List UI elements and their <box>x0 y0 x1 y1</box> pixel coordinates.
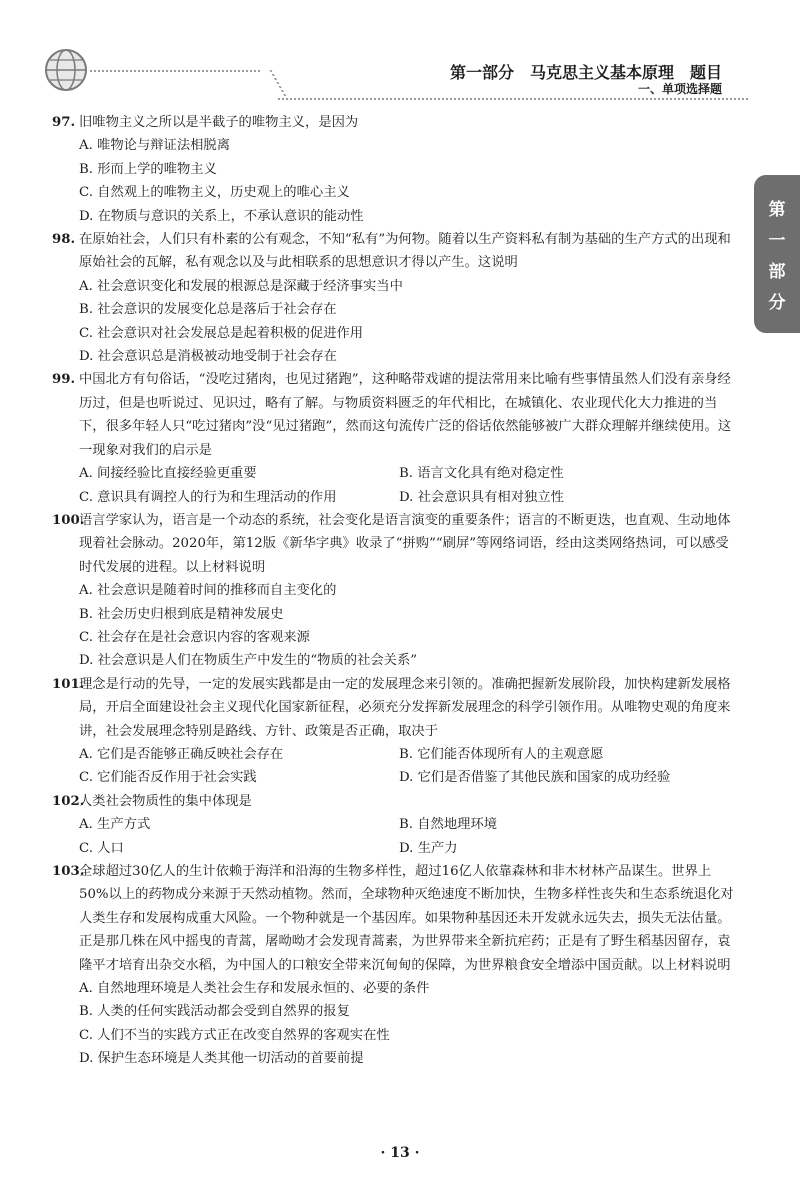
question-stem: 全球超过30亿人的生计依赖于海洋和沿海的生物多样性，超过16亿人依靠森林和非木材林产品谋生。世界上50%以上的药物成分来源于天然动植物。然而，全球物种灭绝速度不断加快，生物多样性丧失和生态系统退化对人类生存和发展构成重大风险。一个物种就是一个基因库。如果物种基因还未开发就永远失去，损失无法估量。正是那几株在风中摇曳的青蒿，屠呦呦才会发现青蒿素，为世界带来全新抗疟药；正是有了野生稻基因留存，袁隆平才培育出杂交水稻，为中国人的口粮安全带来沉甸甸的保障，为世界粮食安全增添中国贡献。以上材料说明 <box>79 864 734 973</box>
option-c: C. 社会存在是社会意识内容的客观来源 <box>79 629 310 645</box>
question-102 <box>52 790 740 860</box>
question-101 <box>52 673 740 790</box>
header-dotted-line <box>90 70 260 72</box>
header-dotted-line <box>278 98 748 100</box>
option-b: B. 它们能否体现所有人的主观意愿 <box>399 746 604 762</box>
option-c: C. 人们不当的实践方式正在改变自然界的客观实在性 <box>79 1027 390 1043</box>
option-row <box>79 743 740 766</box>
option-b: B. 社会历史归根到底是精神发展史 <box>79 606 284 622</box>
question-number: 100. <box>52 512 85 528</box>
page-header <box>0 0 800 105</box>
option-row <box>79 766 740 789</box>
globe-icon <box>44 48 88 92</box>
section-tab-char: 部 <box>768 262 786 282</box>
option-d: D. 社会意识是人们在物质生产中发生的“物质的社会关系” <box>79 653 418 669</box>
option-a: A. 社会意识变化和发展的根源总是深藏于经济事实当中 <box>79 278 403 294</box>
option-a: A. 生产方式 <box>79 817 151 833</box>
option-d: D. 社会意识具有相对独立性 <box>399 489 564 505</box>
option-c: C. 自然观上的唯物主义，历史观上的唯心主义 <box>79 185 350 201</box>
question-stem: 理念是行动的先导，一定的发展实践都是由一定的发展理念来引领的。准确把握新发展阶段，加快构建新发展格局，开启全面建设社会主义现代化国家新征程，必须充分发挥新发展理念的科学引领作用。从唯物史观的角度来讲，社会发展理念特别是路线、方针、政策是否正确，取决于 <box>79 676 731 739</box>
option-a: A. 社会意识是随着时间的推移而自主变化的 <box>79 583 337 599</box>
question-number: 102. <box>52 793 85 809</box>
question-stem: 人类社会物质性的集中体现是 <box>79 793 252 809</box>
option-b: B. 形而上学的唯物主义 <box>79 161 217 177</box>
header-subtitle: 一、单项选择题 <box>637 82 722 96</box>
question-stem: 在原始社会，人们只有朴素的公有观念，不知“私有”为何物。随着以生产资料私有制为基础的生产方式的出现和原始社会的瓦解，私有观念以及与此相联系的思想意识才得以产生。这说明 <box>79 232 731 271</box>
question-number: 98. <box>52 232 76 248</box>
option-b: B. 语言文化具有绝对稳定性 <box>399 466 564 482</box>
option-d: D. 它们是否借鉴了其他民族和国家的成功经验 <box>399 770 671 786</box>
question-stem: 旧唯物主义之所以是半截子的唯物主义，是因为 <box>79 115 359 130</box>
question-number: 103. <box>52 864 85 879</box>
question-number: 97. <box>52 115 76 130</box>
option-a: A. 它们是否能够正确反映社会存在 <box>79 746 284 762</box>
section-tab <box>754 175 800 333</box>
option-a: A. 自然地理环境是人类社会生存和发展永恒的、必要的条件 <box>79 981 430 997</box>
option-d: D. 社会意识总是消极被动地受制于社会存在 <box>79 349 337 365</box>
section-tab-char: 一 <box>768 231 786 251</box>
question-number: 101. <box>52 676 85 692</box>
option-a: A. 唯物论与辩证法相脱离 <box>79 138 231 154</box>
option-b: B. 自然地理环境 <box>399 817 498 833</box>
option-d: D. 保护生态环境是人类其他一切活动的首要前提 <box>79 1051 364 1067</box>
question-stem: 语言学家认为，语言是一个动态的系统，社会变化是语言演变的重要条件；语言的不断更迭，也直观、生动地体现着社会脉动。2020年，第12版《新华字典》收录了“拼购”“刷屏”等网络词语，经由这类网络热词，可以感受时代发展的进程。以上材料说明 <box>79 512 731 575</box>
option-a: A. 间接经验比直接经验更重要 <box>79 466 257 482</box>
option-c: C. 社会意识对社会发展总是起着积极的促进作用 <box>79 325 364 341</box>
question-stem: 中国北方有句俗话，“没吃过猪肉，也见过猪跑”，这种略带戏谑的提法常用来比喻有些事情虽然人们没有亲身经历过，但是也听说过、见识过，略有了解。与物质资料匮乏的年代相比，在城镇化、农业现代化大力推进的当下，很多年轻人只“吃过猪肉”没“见过猪跑”，然而这句流传广泛的俗话依然能够被广大群众理解并继续使用。这一现象对我们的启示是 <box>79 372 732 458</box>
option-row <box>79 462 740 485</box>
section-tab-char: 第 <box>768 200 786 220</box>
question-98 <box>52 228 740 368</box>
question-number: 99. <box>52 372 76 388</box>
option-row <box>79 813 740 836</box>
option-c: C. 人口 <box>79 840 124 856</box>
question-100 <box>52 509 740 673</box>
question-list <box>52 111 740 1071</box>
question-97 <box>52 111 740 228</box>
option-d: D. 在物质与意识的关系上，不承认意识的能动性 <box>79 208 364 224</box>
header-dotted-line <box>249 70 288 100</box>
option-c: C. 它们能否反作用于社会实践 <box>79 770 257 786</box>
option-c: C. 意识具有调控人的行为和生理活动的作用 <box>79 489 337 505</box>
question-103 <box>52 860 740 1071</box>
option-row <box>79 486 740 509</box>
option-row <box>79 837 740 860</box>
option-b: B. 社会意识的发展变化总是落后于社会存在 <box>79 302 337 318</box>
question-99 <box>52 368 740 508</box>
option-b: B. 人类的任何实践活动都会受到自然界的报复 <box>79 1004 350 1020</box>
section-tab-char: 分 <box>768 293 786 313</box>
option-d: D. 生产力 <box>399 840 458 856</box>
page-number: · 13 · <box>380 1145 420 1161</box>
header-title: 第一部分 马克思主义基本原理 题目 <box>449 63 722 82</box>
